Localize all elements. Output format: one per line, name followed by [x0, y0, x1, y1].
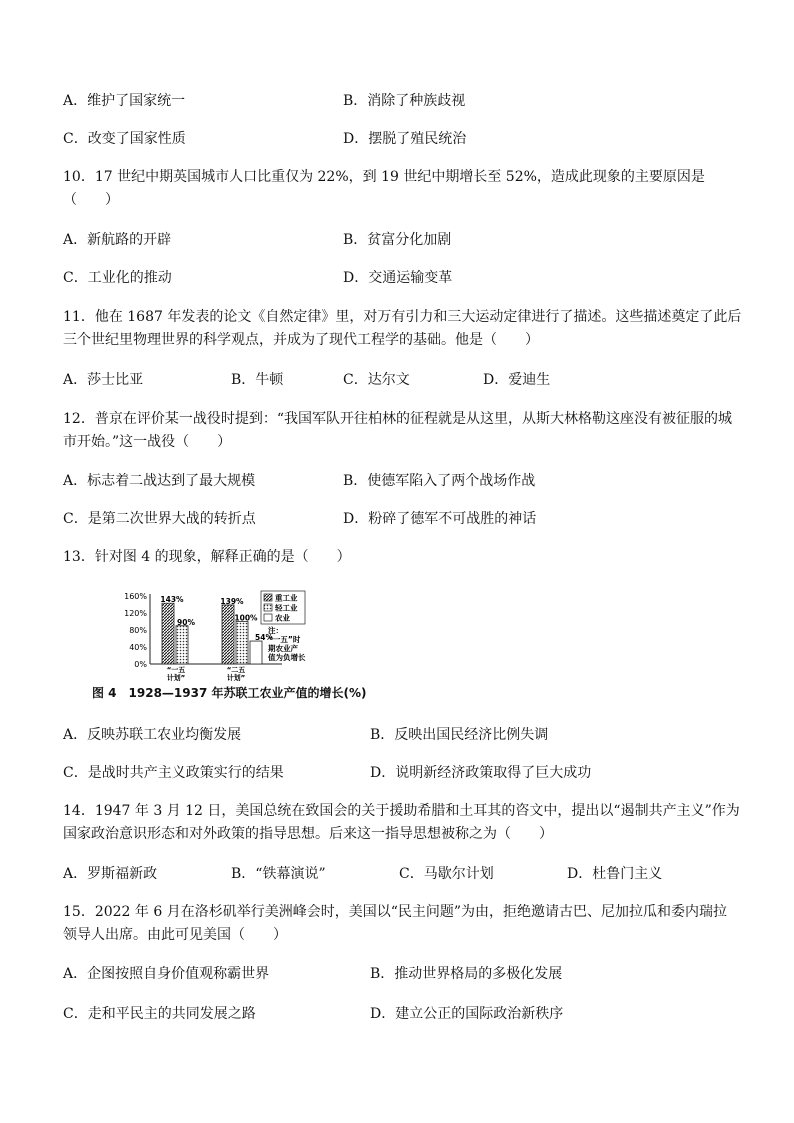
legend-swatch [264, 594, 272, 601]
q15-stem-line2: 领导人出席。由此可见美国（ ） [63, 927, 287, 943]
q12-option-c: C．是第二次世界大战的转折点 [63, 511, 256, 527]
q13-option-a: A．反映苏联工农业均衡发展 [63, 727, 242, 743]
q9-option-a: A．维护了国家统一 [63, 93, 186, 109]
q10-stem-line2: （ ） [63, 192, 119, 208]
legend-label: 重工业 [275, 593, 298, 603]
x-tick-label: “二五 [226, 666, 246, 674]
legend-label: 轻工业 [275, 603, 298, 613]
legend-swatch [264, 604, 272, 611]
data-label: 139% [220, 596, 244, 606]
q10-stem-line1: 10．17 世纪中期英国城市人口比重仅为 22%，到 19 世纪中期增长至 52%，造成此现象的主要原因是 [63, 169, 705, 185]
q15-stem-line1: 15．2022 年 6 月在洛杉矶举行美洲峰会时，美国以“民主问题”为由，拒绝邀请古巴、尼加拉瓜和委内瑞拉 [63, 904, 728, 920]
figure-4-chart [92, 586, 392, 706]
x-tick-label: 计划” [166, 674, 186, 682]
q14-option-d: D．杜鲁门主义 [567, 866, 663, 882]
q14-option-b: B．“铁幕演说” [231, 866, 326, 882]
q11-option-d: D．爱迪生 [483, 372, 551, 388]
q11-stem-line2: 三个世纪里物理世界的科学观点，并成为了现代工程学的基础。他是（ ） [63, 332, 539, 348]
q11-option-c: C．达尔文 [343, 372, 410, 388]
q12-stem-line2: 市开始。”这一战役（ ） [63, 434, 232, 450]
q14-option-c: C．马歇尔计划 [399, 866, 494, 882]
x-tick-label: “一五 [166, 666, 186, 674]
q11-option-b: B．牛顿 [231, 372, 284, 388]
bar [222, 605, 234, 664]
q9-option-b: B．消除了种族歧视 [343, 93, 466, 109]
y-tick-label: 0% [134, 660, 147, 669]
y-tick-label: 160% [124, 592, 147, 601]
legend-label: 农业 [275, 613, 290, 623]
q13-option-c: C．是战时共产主义政策实行的结果 [63, 765, 284, 781]
chart-note: 值为负增长 [268, 653, 306, 662]
q15-option-b: B．推动世界格局的多极化发展 [370, 966, 563, 982]
bar [176, 626, 188, 664]
q11-option-a: A．莎士比亚 [63, 372, 144, 388]
y-tick-label: 40% [129, 643, 147, 652]
data-label: 143% [160, 595, 184, 605]
bar [250, 641, 262, 664]
q15-option-a: A．企图按照自身价值观称霸世界 [63, 966, 270, 982]
q10-option-b: B．贫富分化加剧 [343, 232, 452, 248]
q15-option-c: C．走和平民主的共同发展之路 [63, 1006, 256, 1022]
q12-option-b: B．使德军陷入了两个战场作战 [343, 473, 536, 489]
data-label: 100% [234, 613, 258, 623]
chart-note: 期农业产 [268, 644, 298, 653]
q15-option-d: D．建立公正的国际政治新秩序 [370, 1006, 564, 1022]
q14-stem-line1: 14．1947 年 3 月 12 日，美国总统在致国会的关于援助希腊和土耳其的咨文中，提出以“遏制共产主义”作为 [63, 803, 740, 819]
legend-swatch [264, 614, 272, 621]
chart-title: 图 4 1928—1937 年苏联工农业产值的增长(%) [92, 686, 367, 700]
q14-option-a: A．罗斯福新政 [63, 866, 158, 882]
q13-stem: 13．针对图 4 的现象，解释正确的是（ ） [63, 549, 351, 565]
q10-option-a: A．新航路的开辟 [63, 232, 172, 248]
q12-option-a: A．标志着二战达到了最大规模 [63, 473, 256, 489]
bar [236, 622, 248, 665]
q9-option-d: D．摆脱了殖民统治 [343, 131, 467, 147]
q9-option-c: C．改变了国家性质 [63, 131, 186, 147]
q12-option-d: D．粉碎了德军不可战胜的神话 [343, 511, 537, 527]
q12-stem-line1: 12．普京在评价某一战役时提到：“我国军队开往柏林的征程就是从这里，从斯大林格勒这座没有被征服的城 [63, 411, 732, 427]
bar-chart-svg [92, 586, 392, 682]
q13-option-d: D．说明新经济政策取得了巨大成功 [370, 765, 592, 781]
q10-option-d: D．交通运输变革 [343, 270, 453, 286]
y-tick-label: 80% [129, 626, 147, 635]
q11-stem-line1: 11．他在 1687 年发表的论文《自然定律》里，对万有引力和三大运动定律进行了描述。这些描述奠定了此后 [63, 309, 742, 325]
chart-note: “一五”时 [268, 635, 301, 644]
data-label: 90% [177, 617, 195, 627]
q10-option-c: C．工业化的推动 [63, 270, 172, 286]
y-tick-label: 120% [124, 609, 147, 618]
chart-note: 注： [268, 626, 283, 635]
data-label: 54% [255, 633, 273, 643]
x-tick-label: 计划” [226, 674, 246, 682]
q13-option-b: B．反映出国民经济比例失调 [370, 727, 549, 743]
q14-stem-line2: 国家政治意识形态和对外政策的指导思想。后来这一指导思想被称之为（ ） [63, 826, 553, 842]
bar [162, 603, 174, 664]
